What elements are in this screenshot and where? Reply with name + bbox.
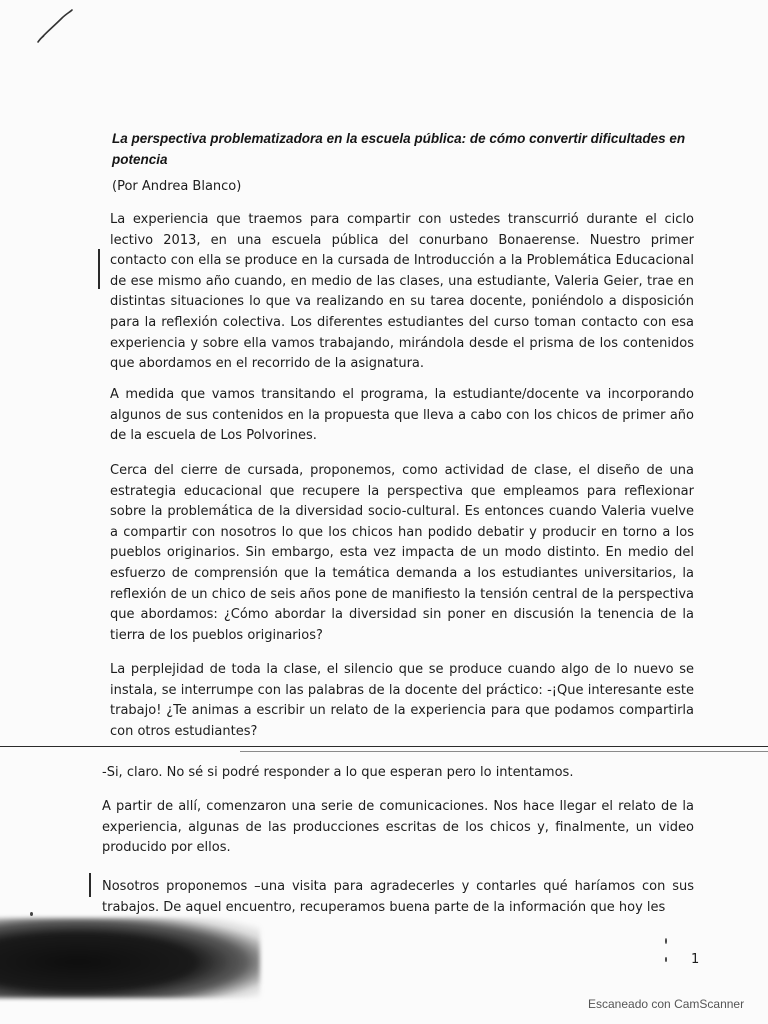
paragraph: Nosotros proponemos –una visita para agradecerles y contarles qué haríamos con sus trabajos. De aquel encuentro, recuperamos buena parte de la información que hoy les	[102, 879, 694, 915]
scan-speck	[665, 957, 667, 962]
margin-mark	[89, 873, 91, 897]
scan-speck	[665, 938, 667, 944]
paragraph: La experiencia que traemos para compartir con ustedes transcurrió durante el ciclo lectivo 2013, en una escuela pública del conurbano Bonaerense. Nuestro primer contacto con ella se produce en la cursada de Introducción a la Problemática Educacional de ese mismo año cuando, en medio de las clases, una estudiante, Valeria Geier, trae en distintas situaciones lo que va realizando en su tarea docente, poniéndolo a disposición para la reflexión colectiva. Los diferentes estudiantes del curso toman contacto con esa experiencia y sobre ella vamos trabajando, mirándola desde el prisma de los contenidos que abordamos en el recorrido de la asignatura.	[110, 212, 694, 372]
paragraph: La perplejidad de toda la clase, el silencio que se produce cuando algo de lo nuevo se instala, se interrumpe con las palabras de la docente del práctico: -¡Que interesante este trabajo! ¿Te animas a escribir un relato de la experiencia para que podamos compartirla con otros estudiantes?	[110, 662, 694, 739]
paragraph: -Si, claro. No sé si podré responder a lo que esperan pero lo intentamos.	[102, 765, 574, 780]
finger-shadow	[0, 918, 260, 998]
margin-mark	[98, 249, 100, 289]
author-line: (Por Andrea Blanco)	[112, 179, 242, 194]
scan-speck	[30, 912, 33, 916]
paragraph: A medida que vamos transitando el programa, la estudiante/docente va incorporando algunos de sus contenidos en la propuesta que lleva a cabo con los chicos de primer año de la escuela de Los Polvorines.	[110, 387, 694, 444]
camscanner-watermark: Escaneado con CamScanner	[588, 997, 745, 1011]
document-title: La perspectiva problematizadora en la escuela pública: de cómo convertir dificultades en potencia	[112, 131, 686, 167]
paragraph: Cerca del cierre de cursada, proponemos, como actividad de clase, el diseño de una estrategia educacional que recupere la perspectiva que empleamos para reflexionar sobre la problemática de la diversidad socio-cultural. Es entonces cuando Valeria vuelve a compartir con nosotros lo que los chicos han podido debatir y producir en torno a los pueblos originarios. Sin embargo, esta vez impacta de un modo distinto. En medio del esfuerzo de comprensión que la temática demanda a los estudiantes universitarios, la reflexión de un chico de seis años pone de manifiesto la tensión central de la perspectiva que abordamos: ¿Cómo abordar la diversidad sin poner en discusión la tenencia de la tierra de los pueblos originarios?	[110, 463, 694, 643]
paragraph: A partir de allí, comenzaron una serie de comunicaciones. Nos hace llegar el relato de la experiencia, algunas de las producciones escritas de los chicos y, finalmente, un video producido por ellos.	[102, 799, 694, 856]
scan-fold-line-secondary	[240, 751, 768, 752]
page-number: 1	[691, 952, 700, 967]
scan-fold-line	[0, 746, 768, 747]
pen-stroke-mark	[32, 6, 82, 46]
